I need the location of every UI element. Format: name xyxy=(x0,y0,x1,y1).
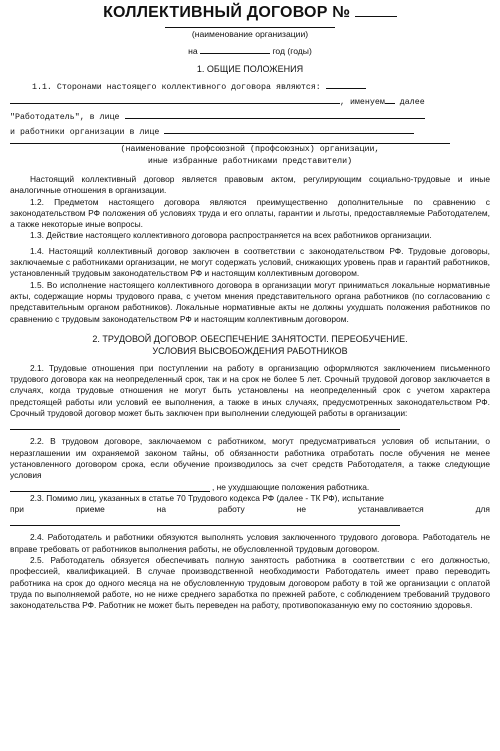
mono-line-4 xyxy=(10,124,490,139)
p23-word: приеме xyxy=(75,504,105,515)
paragraph-1-3: 1.3. Действие настоящего коллективного договора распространяется на всех работников организации. xyxy=(30,230,432,241)
p23-word: при xyxy=(10,504,24,515)
named-suffix-blank[interactable] xyxy=(385,94,395,104)
named-further: далее xyxy=(399,98,425,107)
paragraph-2-1: 2.1. Трудовые отношения при поступлении на работу в организацию оформляются заключением письменного трудового договора как на неопределенный срок, так и на срок не более 5 лет. Срочный трудовой договор заключается в случаях, когда трудовые отношения не могут быть установлены на неопределенный срок с учетом характера предстоящей работы или условий ее выполнения, а также в иных случаях, предусмотренных законодательством РФ. Срочный трудовой договор может быть заключен при выполнении следующей работы в организации: xyxy=(10,362,490,419)
parties-intro: 1.1. Сторонами настоящего коллективного договора являются: xyxy=(32,83,321,92)
p21-blank-line[interactable] xyxy=(10,419,400,430)
paragraph-2-5: 2.5. Работодатель обязуется обеспечивать полную занятость работника в соответствии с его должностью, профессией, квалификацией. В случае производственной необходимости Работодатель имеет право переводить работника на срок до одного месяца на не обусловленную трудовым договором работу в той же организации с оплатой труда по выполняемой работе, но не ниже среднего заработка по прежней работе, с соблюдением требований трудового законодательства РФ. Работник не может быть переведен на работу, противопоказанную ему по состоянию здоровья. xyxy=(10,555,490,611)
p22-tail-row xyxy=(10,482,490,493)
employees-label: и работники организации в лице xyxy=(10,128,160,137)
date-line xyxy=(10,44,490,57)
mono-line-3 xyxy=(10,109,490,124)
employees-rep-blank[interactable] xyxy=(164,124,414,134)
p23-word: для xyxy=(475,504,490,515)
named-text: , именуем xyxy=(340,98,385,107)
p22-tail-blank[interactable] xyxy=(10,482,210,492)
p22-tail-text: , не ухудшающие положения работника. xyxy=(212,481,370,492)
p23-word: на xyxy=(156,504,167,515)
p23-blank-line[interactable] xyxy=(10,515,400,526)
p23-word: работу xyxy=(218,504,245,515)
date-prefix: на xyxy=(188,46,198,56)
mono-line-1 xyxy=(10,79,490,94)
party-blank-2[interactable] xyxy=(10,94,340,104)
org-name-block xyxy=(10,25,490,40)
paragraph-1-5: 1.5. Во исполнение настоящего коллективного договора в организации могут приниматься локальные нормативные акты, содержащие нормы трудового права, с учетом мнения представительного органа работников (по согласованию с представительным органом работников). Локальные нормативные акты не должны ухудшать положения работников по сравнению с трудовым законодательством РФ и настоящим коллективным договором. xyxy=(10,279,490,324)
org-caption: (наименование организации) xyxy=(191,29,309,39)
date-blank[interactable] xyxy=(200,44,270,54)
document-title xyxy=(10,4,490,22)
section2-heading-line1: 2. ТРУДОВОЙ ДОГОВОР. ОБЕСПЕЧЕНИЕ ЗАНЯТОСТИ. ПЕРЕОБУЧЕНИЕ. xyxy=(92,333,408,344)
employer-rep-blank[interactable] xyxy=(125,109,425,119)
p23-word: не xyxy=(296,504,307,515)
paragraph-1-4: 1.4. Настоящий коллективный договор заключен в соответствии с законодательством РФ. Трудовые договоры, заключаемые с работниками организации, не могут содержать условий, снижающих уровень прав и гарантий работников, установленный трудовым законодательством РФ и настоящим коллективным договором. xyxy=(10,245,490,279)
date-suffix: год (годы) xyxy=(272,46,312,56)
paragraph-2-2: 2.2. В трудовом договоре, заключаемом с работником, могут предусматриваться условия об испытании, о неразглашении им охраняемой законом тайны, об обязанности работника отработать после обучения не менее установленного договором срока, если обучение производилось за счет средств Работодателя, а также следующие условия xyxy=(10,436,490,481)
employer-label: "Работодатель", в лице xyxy=(10,113,120,122)
section1-heading: 1. ОБЩИЕ ПОЛОЖЕНИЯ xyxy=(196,64,304,74)
paragraph-1-1: Настоящий коллективный договор является правовым актом, регулирующим социально-трудовые и иные аналогичные отношения в организации. xyxy=(10,174,490,196)
paragraph-2-3: 2.3. Помимо лиц, указанных в статье 70 Трудового кодекса РФ (далее - ТК РФ), испытание xyxy=(30,492,384,503)
mono-line-2 xyxy=(10,94,490,109)
rep-caption-2: иные избранные работниками представители) xyxy=(147,157,353,166)
contract-number-blank[interactable] xyxy=(355,4,397,17)
paragraph-2-4: 2.4. Работодатель и работники обязуются выполнять условия заключенного трудового договора. Работодатель не вправе требовать от работников выполнения работы, не обусловленной трудовым договором. xyxy=(10,532,490,554)
p23-word: устанавливается xyxy=(357,504,424,515)
rep-caption-1: (наименование профсоюзной (профсоюзных) организации, xyxy=(120,145,380,154)
paragraph-1-2: 1.2. Предметом настоящего договора являются преимущественно дополнительные по сравнению с законодательством РФ положения об условиях труда и его оплаты, гарантии и льготы, предоставляемые Работодателем, а также некоторые иные вопросы. xyxy=(10,196,490,230)
p23-words-row xyxy=(10,504,490,515)
title-text: КОЛЛЕКТИВНЫЙ ДОГОВОР № xyxy=(103,4,351,21)
party-blank-1[interactable] xyxy=(326,79,366,89)
section2-heading-line2: УСЛОВИЯ ВЫСВОБОЖДЕНИЯ РАБОТНИКОВ xyxy=(152,345,348,356)
